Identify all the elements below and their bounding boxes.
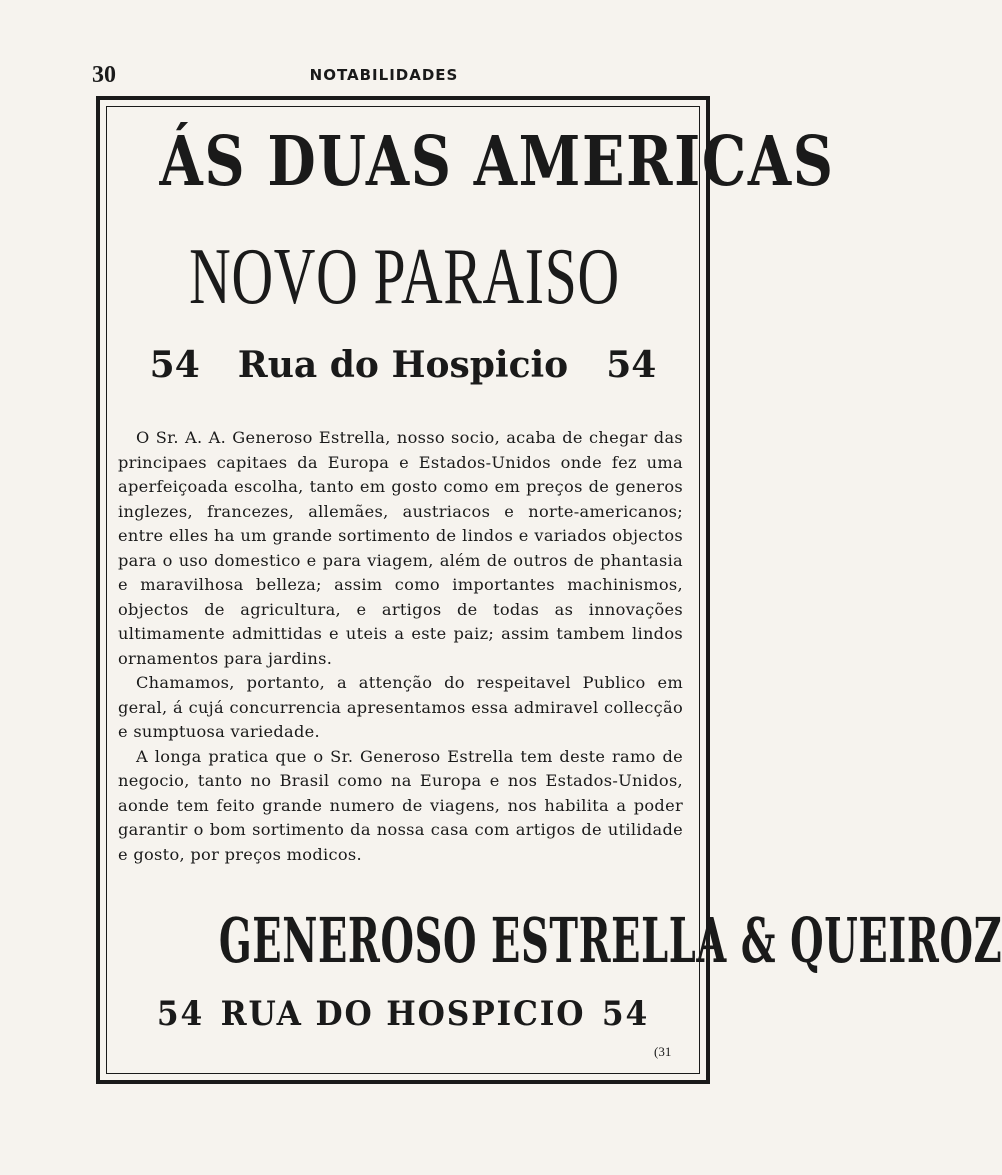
page-number: 30 (92, 62, 116, 88)
footer-street: RUA DO HOSPICIO (220, 994, 586, 1034)
address-number-right: 54 (606, 344, 657, 386)
printer-mark: (31 (654, 1044, 672, 1059)
firm-name: GENEROSO ESTRELLA & QUEIROZ (218, 904, 1002, 977)
body-paragraph: A longa pratica que o Sr. Generoso Estrella tem deste ramo de negocio, tanto no Brasil como na Europa e nos Estados-Unidos, aonde tem feito grande numero de viagens, nos habilita a poder garantir o bom sortimento da nossa casa com artigos de utilidade e gosto, por preços modicos. (118, 746, 683, 864)
address-number-left: 54 (149, 344, 200, 386)
address-footer (130, 994, 676, 1034)
body-paragraph: Chamamos, portanto, a attenção do respeitavel Publico em geral, á cujá concurrencia apresentamos essa admiravel collecção e sumptuosa variedade. (118, 673, 683, 741)
address-street: Rua do Hospicio (237, 344, 569, 386)
address-heading (106, 342, 700, 388)
advertisement-title: ÁS DUAS AMERICAS (159, 122, 835, 202)
advertisement-body (118, 426, 683, 867)
footer-number-left: 54 (156, 994, 205, 1034)
footer-number-right: 54 (601, 994, 650, 1034)
running-head: NOTABILIDADES (309, 66, 459, 84)
body-paragraph: O Sr. A. A. Generoso Estrella, nosso socio, acaba de chegar das principaes capitaes da Europa e Estados-Unidos onde fez uma aperfeiçoada escolha, tanto em gosto como em preços de generos inglezes, francezes, allemães, austriacos e norte-americanos; entre elles ha um grande sortimento de lindos e variados objectos para o uso domestico e para viagem, além de outros de phantasia e maravilhosa belleza; assim como importantes machinismos, objectos de agricultura, e artigos de todas as innovações ultimamente admittidas e uteis a este paiz; assim tambem lindos ornamentos para jardins. (118, 428, 683, 668)
advertisement-subtitle: NOVO PARAISO (189, 233, 620, 321)
